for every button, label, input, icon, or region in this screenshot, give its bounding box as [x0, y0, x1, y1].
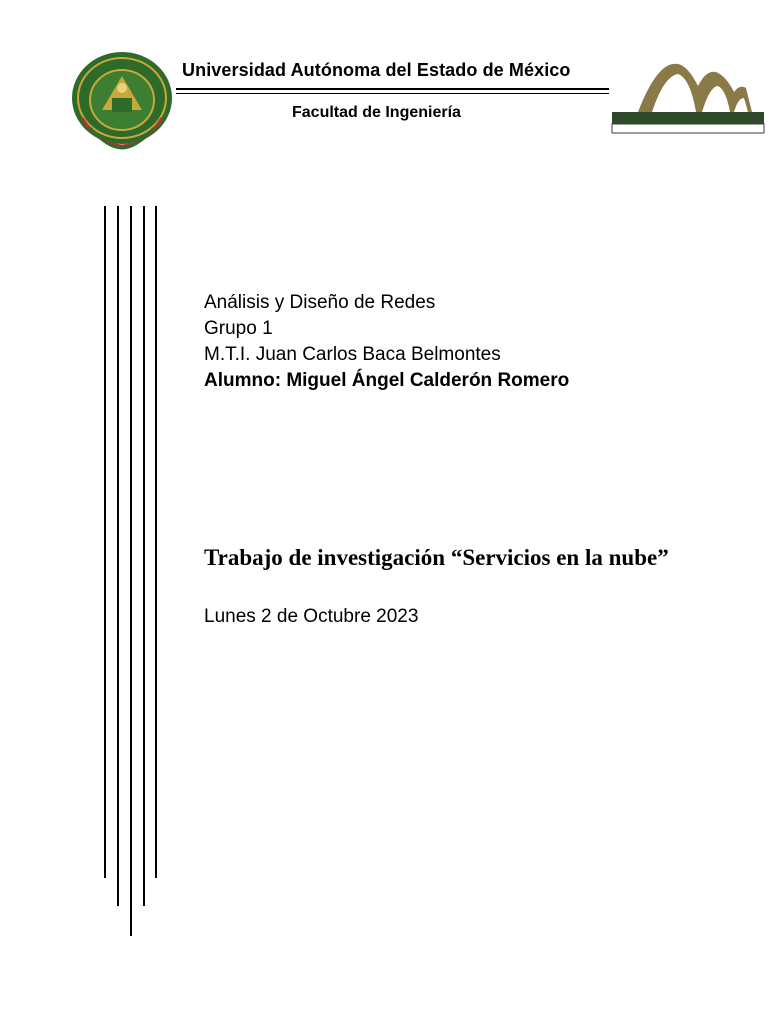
faculty-arches-logo-icon	[608, 56, 768, 136]
faculty-name: Facultad de Ingeniería	[292, 104, 461, 121]
work-date: Lunes 2 de Octubre 2023	[204, 606, 419, 627]
vertical-line-4	[143, 206, 145, 906]
group-name: Grupo 1	[204, 318, 273, 339]
header-rule-thin	[176, 93, 609, 94]
vertical-line-1	[104, 206, 106, 878]
teacher-name: M.T.I. Juan Carlos Baca Belmontes	[204, 344, 501, 365]
vertical-line-3	[130, 206, 132, 936]
university-name: Universidad Autónoma del Estado de México	[182, 60, 571, 80]
student-name: Alumno: Miguel Ángel Calderón Romero	[204, 370, 570, 391]
course-info	[204, 290, 569, 394]
subject-name: Análisis y Diseño de Redes	[204, 292, 436, 313]
vertical-line-2	[117, 206, 119, 906]
vertical-line-5	[155, 206, 157, 878]
work-title: Trabajo de investigación “Servicios en la nube”	[204, 545, 669, 570]
header-rule-thick	[176, 88, 609, 90]
uaemex-crest-icon	[68, 48, 176, 154]
